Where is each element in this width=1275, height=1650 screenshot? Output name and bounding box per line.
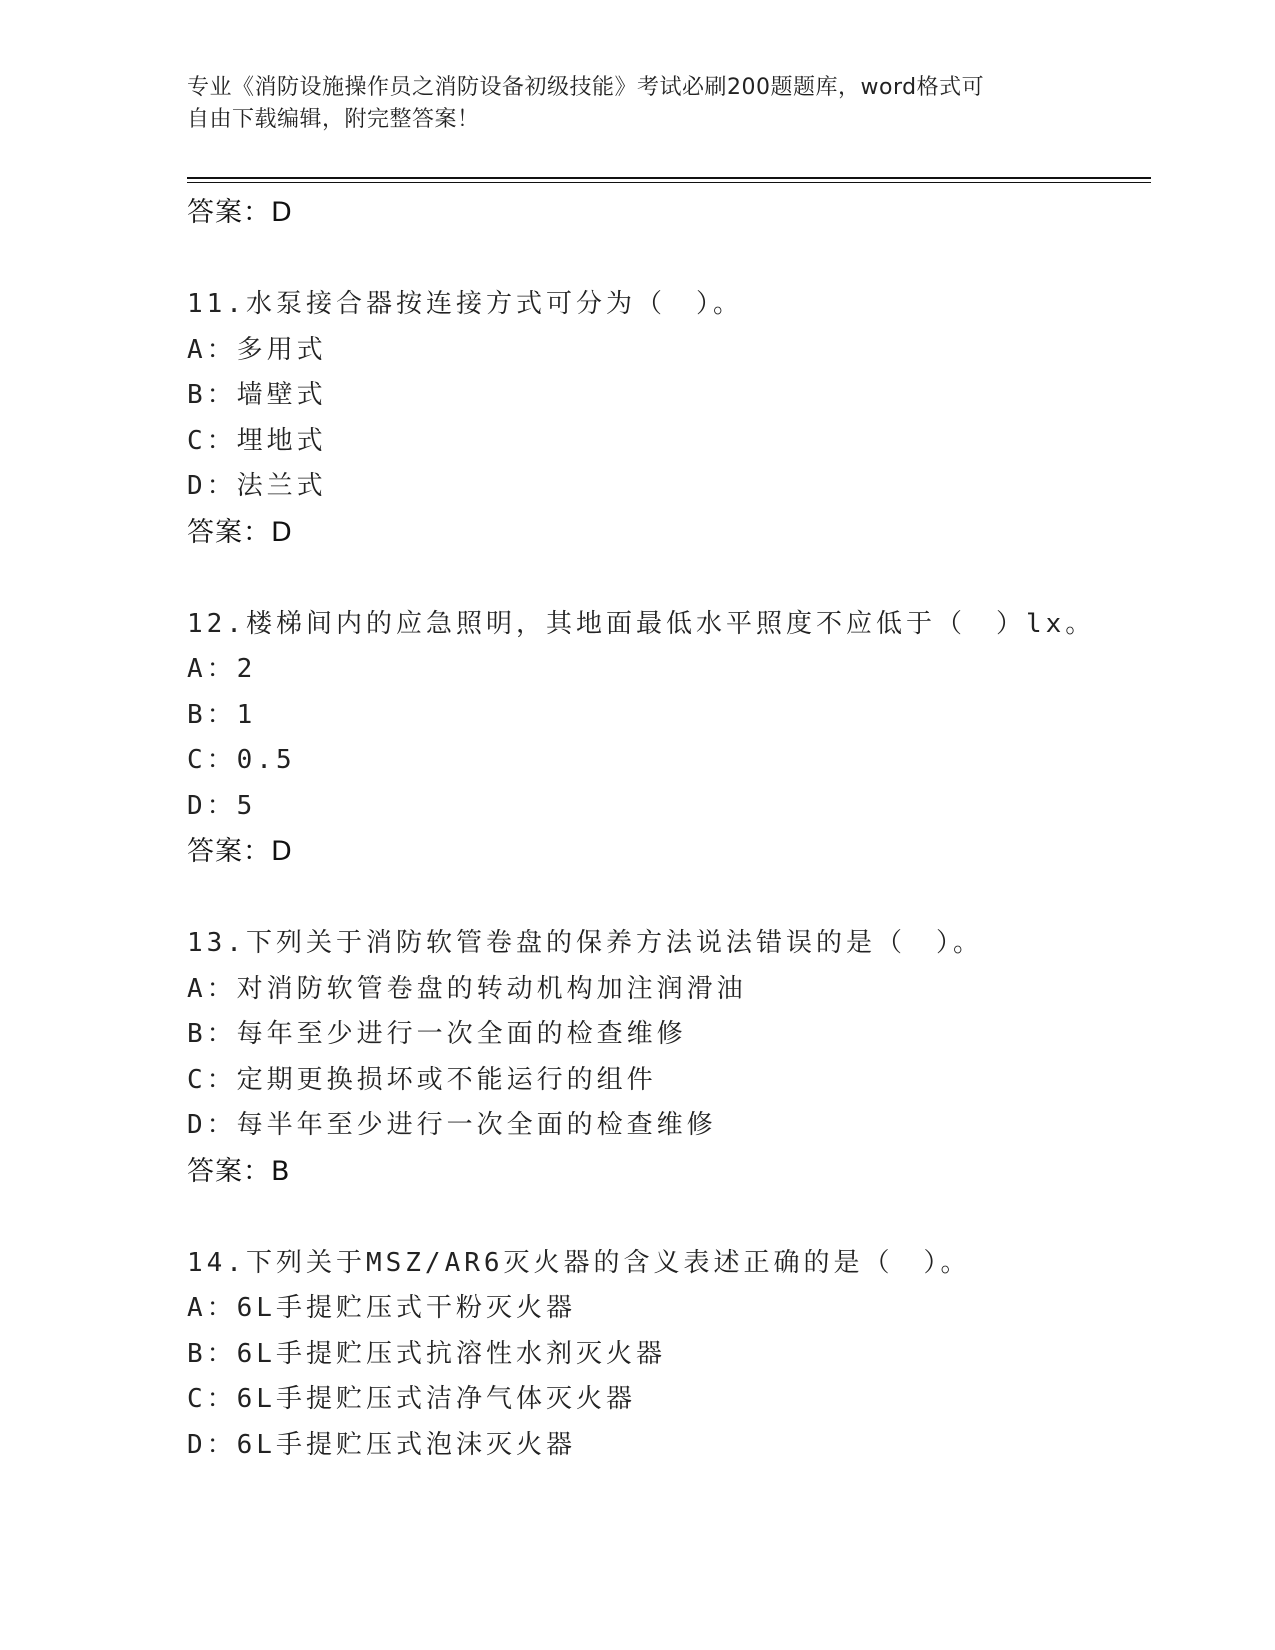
answer-value: D [271,516,293,548]
answer-value: B [271,1155,291,1187]
option-b: B：墙壁式 [187,380,327,410]
document-header [187,72,1067,136]
option-b: B：6L手提贮压式抗溶性水剂灭火器 [187,1338,666,1369]
option-d: D：每半年至少进行一次全面的检查维修 [187,1110,717,1140]
option-c: C：埋地式 [187,425,327,456]
question-12 [187,602,1151,875]
option-d: D：法兰式 [187,471,327,501]
option-a: A：多用式 [187,334,327,365]
header-divider-thick [187,177,1151,179]
option-b: B：每年至少进行一次全面的检查维修 [187,1019,687,1049]
question-title: 14.下列关于MSZ/AR6灭火器的含义表述正确的是（ ）。 [187,1247,971,1278]
question-title: 12.楼梯间内的应急照明，其地面最低水平照度不应低于（ ）lx。 [187,608,1096,639]
option-a: A：对消防软管卷盘的转动机构加注润滑油 [187,973,747,1004]
answer-label: 答案： [187,1155,271,1187]
answer-label: 答案： [187,836,271,867]
answer-label: 答案： [187,197,271,228]
answer-value: D [271,836,293,867]
header-divider-thin [187,182,1151,183]
question-13 [187,921,1151,1194]
answer-line [187,510,1151,555]
option-a: A：6L手提贮压式干粉灭火器 [187,1293,576,1323]
answer-line [187,190,1151,235]
option-d: D：6L手提贮压式泡沫灭火器 [187,1429,576,1460]
answer-line [187,829,1151,874]
option-a: A：2 [187,654,257,684]
question-title: 13.下列关于消防软管卷盘的保养方法说法错误的是（ ）。 [187,928,983,958]
question-14 [187,1241,1151,1469]
header-line-2: 自由下载编辑，附完整答案！ [187,107,480,132]
option-c: C：定期更换损坏或不能运行的组件 [187,1064,657,1095]
header-line-1: 专业《消防设施操作员之消防设备初级技能》考试必刷200题题库，word格式可 [187,75,985,100]
answer-label: 答案： [187,516,271,548]
option-c: C：0.5 [187,745,296,775]
option-c: C：6L手提贮压式洁净气体灭火器 [187,1384,636,1414]
question-title: 11.水泵接合器按连接方式可分为（ ）。 [187,289,743,319]
question-11 [187,282,1151,555]
option-d: D：5 [187,790,257,821]
answer-line [187,1149,1151,1194]
answer-value: D [271,197,293,228]
question-list [187,190,1151,1468]
option-b: B：1 [187,699,257,730]
